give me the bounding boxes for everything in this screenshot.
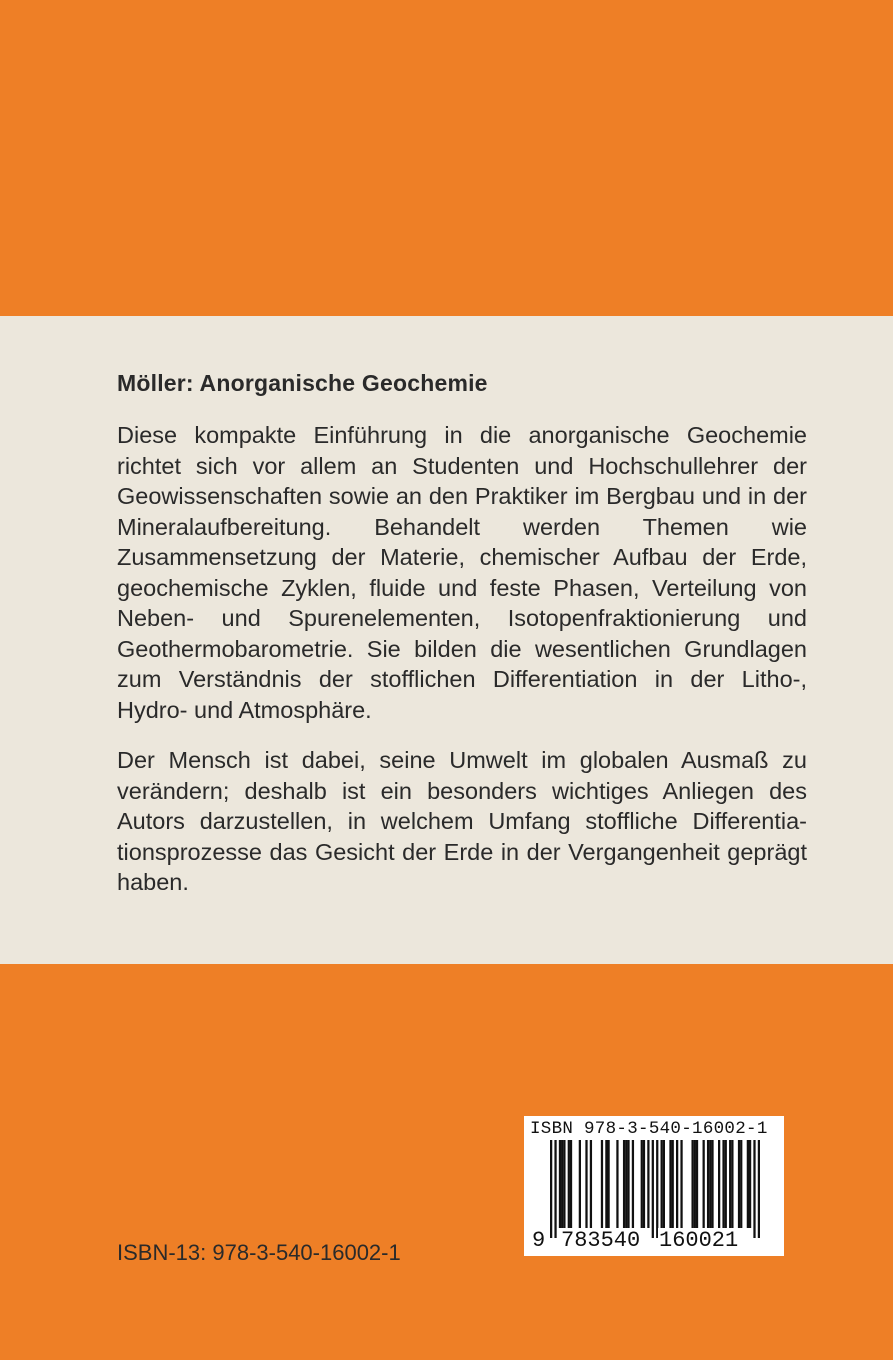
barcode-bar (601, 1140, 603, 1228)
barcode-bar (632, 1140, 634, 1228)
barcode-bar (627, 1140, 629, 1228)
barcode-bar (729, 1140, 731, 1228)
barcode-bar (616, 1140, 618, 1228)
barcode-bar (585, 1140, 587, 1228)
barcode-bar (731, 1140, 733, 1228)
barcode-bar (722, 1140, 724, 1228)
barcode-bar (607, 1140, 609, 1228)
barcode-bar (590, 1140, 592, 1228)
barcode-bar (749, 1140, 751, 1228)
barcode-bar (680, 1140, 682, 1228)
barcode-bar (711, 1140, 713, 1228)
barcode-bar (672, 1140, 674, 1228)
barcode-bar (747, 1140, 749, 1228)
barcode-block (524, 1116, 784, 1256)
barcode-bar (691, 1140, 693, 1228)
barcode-bar (623, 1140, 625, 1228)
barcode-bar (753, 1140, 755, 1238)
barcode-bar (647, 1140, 649, 1228)
barcode-bar (738, 1140, 740, 1228)
barcode-bars (550, 1140, 760, 1238)
barcode-bar (641, 1140, 643, 1228)
barcode-right-digits: 160021 (659, 1228, 739, 1253)
barcode-bar (663, 1140, 665, 1228)
barcode-bar (694, 1140, 696, 1228)
barcode-bar (625, 1140, 627, 1228)
description-paragraph-1: Diese kompakte Einführung in die anorganische Geochemie richtet sich vor allem an Studenten und Hochschullehrer der Geowissenschaften sowie an den Praktiker im Bergbau und in der Mineralaufbereitung. Behandelt werden Themen wie Zusammensetzung der Materie, chemischer Aufbau der Erde, geochemische Zyklen, fluide und feste Phasen, Verteilung von Neben- und Spurenelementen, Isotopenfraktionierung und Geothermobarometrie. Sie bilden die wesentlichen Grundlagen zum Verständnis der stofflichen Differentiation in der Litho-, Hydro- und Atmosphäre. (117, 422, 807, 723)
barcode-bar (661, 1140, 663, 1228)
barcode-bar (568, 1140, 570, 1228)
barcode-left-digits: 783540 (561, 1228, 641, 1253)
barcode-first-digit: 9 (532, 1228, 546, 1253)
barcode-bar (709, 1140, 711, 1228)
barcode-bar (676, 1140, 678, 1228)
barcode-isbn-text: ISBN 978-3-540-16002-1 (530, 1119, 768, 1139)
barcode-bar (643, 1140, 645, 1228)
barcode-bar (707, 1140, 709, 1228)
description-paragraph-2: Der Mensch ist dabei, seine Umwelt im globalen Ausmaß zu verändern; deshalb ist ein besonders wichtiges Anliegen des Autors darzustellen, in welchem Umfang stoffliche Differentiationsprozesse das Gesicht der Erde in der Vergangenheit geprägt haben. (117, 747, 807, 895)
barcode-bar (605, 1140, 607, 1228)
book-title: Möller: Anorganische Geochemie (117, 370, 488, 396)
barcode-bar (570, 1140, 572, 1228)
barcode-bar (703, 1140, 705, 1228)
barcode-bar (579, 1140, 581, 1228)
barcode-bar (669, 1140, 671, 1228)
barcode-bar (656, 1140, 658, 1238)
barcode-bar (563, 1140, 565, 1228)
barcode-bar (725, 1140, 727, 1228)
top-orange-band (0, 0, 893, 316)
barcode-bar (758, 1140, 760, 1238)
barcode-bar (554, 1140, 556, 1238)
barcode-bar (652, 1140, 654, 1238)
barcode-bar (718, 1140, 720, 1228)
barcode-bar (559, 1140, 561, 1228)
isbn-13-label: ISBN-13: 978-3-540-16002-1 (117, 1240, 401, 1265)
barcode-bar (696, 1140, 698, 1228)
barcode-bar (561, 1140, 563, 1228)
barcode-bar (740, 1140, 742, 1228)
barcode-bar (550, 1140, 552, 1238)
